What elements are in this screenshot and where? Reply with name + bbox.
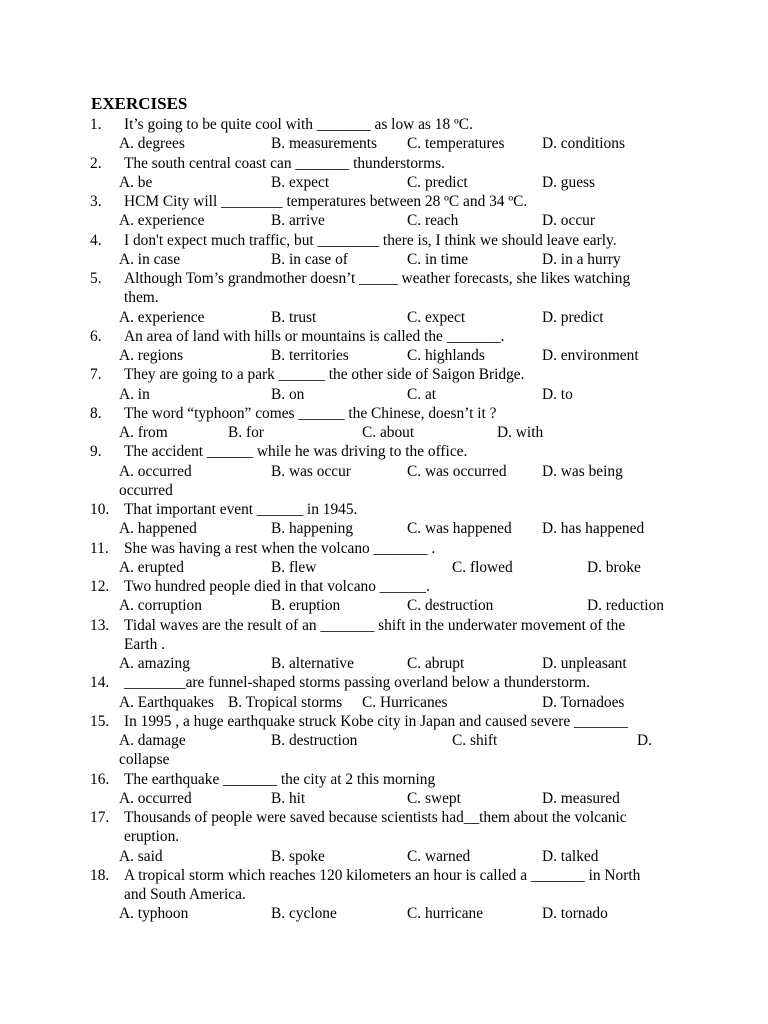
answer-option: A. in [119,385,150,403]
answer-option: D. has happened [542,520,645,538]
answer-option: C. swept [407,789,461,807]
answer-option: C. highlands [407,347,485,364]
answer-option: D. reduction [587,597,664,615]
answer-option: C. Hurricanes [362,693,448,711]
question-text: HCM City will ________ temperatures between 28 ºC and 34 ºC. [124,193,528,210]
question-text: It’s going to be quite cool with _______ as low as 18 ºC. [124,116,473,133]
answer-option: C. reach [407,212,459,230]
question-number: 17. [90,809,110,826]
question-text: eruption. [124,828,180,846]
answer-option: B. Tropical storms [228,693,343,711]
answer-option: A. occurred [119,462,192,480]
answer-option: D. was being [542,462,623,480]
answer-option: A. amazing [119,655,190,672]
answer-option: B. territories [271,347,349,364]
answer-option: A. in case [119,250,181,268]
answer-option: A. said [119,847,163,865]
answer-option: D. in a hurry [542,250,621,268]
answer-option: A. happened [119,520,197,538]
answer-option: D. unpleasant [542,655,627,672]
question-text: An area of land with hills or mountains is called the _______. [124,327,505,345]
question-text: them. [124,289,159,307]
question-text: She was having a rest when the volcano _______ . [124,539,436,557]
answer-option: C. about [362,424,415,441]
answer-option: C. flowed [452,558,513,576]
question-text: The accident ______ while he was driving to the office. [124,443,468,461]
question-number: 4. [90,231,102,249]
answer-option: C. hurricane [407,905,484,923]
question-number: 10. [90,501,110,518]
question-text: Although Tom’s grandmother doesn’t _____ weather forecasts, she likes watching [124,270,631,287]
question-number: 15. [90,712,110,730]
answer-option: C. destruction [407,597,494,615]
question-text: They are going to a park ______ the other side of Saigon Bridge. [124,366,525,384]
answer-option: D. to [542,385,573,403]
question-number: 1. [90,116,102,133]
question-text: That important event ______ in 1945. [124,501,358,518]
answer-option: A. regions [119,347,184,364]
answer-option: A. corruption [119,597,202,615]
answer-option: B. happening [271,520,354,538]
answer-option: B. trust [271,308,317,326]
answer-option: C. was occurred [407,462,507,480]
answer-option: B. expect [271,173,330,191]
answer-option: B. arrive [271,212,325,230]
answer-option: D. talked [542,847,599,865]
question-text: ________are funnel-shaped storms passing overland below a thunderstorm. [124,674,590,692]
question-number: 3. [90,193,102,210]
question-number: 2. [90,154,102,172]
answer-option: A. be [119,173,153,191]
question-text: In 1995 , a huge earthquake struck Kobe city in Japan and caused severe _______ [124,712,628,730]
question-number: 13. [90,616,110,634]
answer-option: B. spoke [271,847,325,865]
answer-option: C. predict [407,173,468,191]
question-text: Earth . [124,635,166,653]
answer-option: C. temperatures [407,135,505,153]
answer-option: A. occurred [119,789,192,807]
answer-option: A. experience [119,308,205,326]
answer-option: D. measured [542,789,620,807]
question-number: 8. [90,404,102,422]
answer-option: D. [637,732,652,749]
question-number: 7. [90,366,102,384]
answer-option-continuation: occurred [119,481,173,499]
answer-option: A. experience [119,212,205,230]
answer-option: B. measurements [271,135,377,153]
answer-option: D. predict [542,308,604,326]
question-number: 18. [90,866,110,884]
answer-option: B. was occur [271,462,351,480]
answer-option: C. shift [452,732,498,749]
answer-option: A. typhoon [119,905,189,923]
answer-option: B. hit [271,789,306,807]
page-title: EXERCISES [91,94,188,113]
question-text: The earthquake _______ the city at 2 this morning [124,770,436,788]
answer-option: A. erupted [119,558,184,576]
question-number: 12. [90,578,110,595]
question-number: 14. [90,674,110,692]
answer-option: C. in time [407,250,469,268]
answer-option: B. flew [271,558,317,576]
question-text: The word “typhoon” comes ______ the Chinese, doesn’t it ? [124,404,497,422]
question-number: 11. [90,539,109,557]
answer-option: C. was happened [407,520,512,538]
answer-option: C. abrupt [407,655,465,672]
answer-option: B. destruction [271,732,358,749]
question-number: 5. [90,270,102,287]
answer-option: A. from [119,424,168,441]
answer-option: C. expect [407,308,466,326]
question-text: Tidal waves are the result of an _______ shift in the underwater movement of the [124,616,626,634]
answer-option: A. damage [119,732,186,749]
question-text: Thousands of people were saved because scientists had__them about the volcanic [124,809,627,826]
question-text: A tropical storm which reaches 120 kilometers an hour is called a _______ in North [124,866,641,884]
question-text: Two hundred people died in that volcano ______. [124,578,430,595]
answer-option: D. Tornadoes [542,693,625,711]
answer-option: B. cyclone [271,905,337,923]
answer-option: B. alternative [271,655,354,672]
question-number: 6. [90,327,102,345]
answer-option: A. degrees [119,135,185,153]
answer-option: D. environment [542,347,639,364]
answer-option: A. Earthquakes [119,693,214,711]
answer-option-continuation: collapse [119,751,170,769]
answer-option: D. guess [542,173,596,191]
answer-option: D. conditions [542,135,625,153]
question-text: and South America. [124,886,246,903]
answer-option: D. with [497,424,544,441]
answer-option: B. for [228,424,264,441]
answer-option: B. on [271,385,305,403]
answer-option: B. in case of [271,250,348,268]
question-number: 9. [90,443,102,461]
answer-option: B. eruption [271,597,341,615]
question-number: 16. [90,770,110,788]
answer-option: D. occur [542,212,595,230]
question-text: I don't expect much traffic, but ________ there is, I think we should leave early. [124,231,617,249]
answer-option: C. warned [407,847,471,865]
answer-option: D. tornado [542,905,608,923]
answer-option: D. broke [587,558,641,576]
answer-option: C. at [407,385,437,403]
question-text: The south central coast can _______ thunderstorms. [124,154,445,172]
